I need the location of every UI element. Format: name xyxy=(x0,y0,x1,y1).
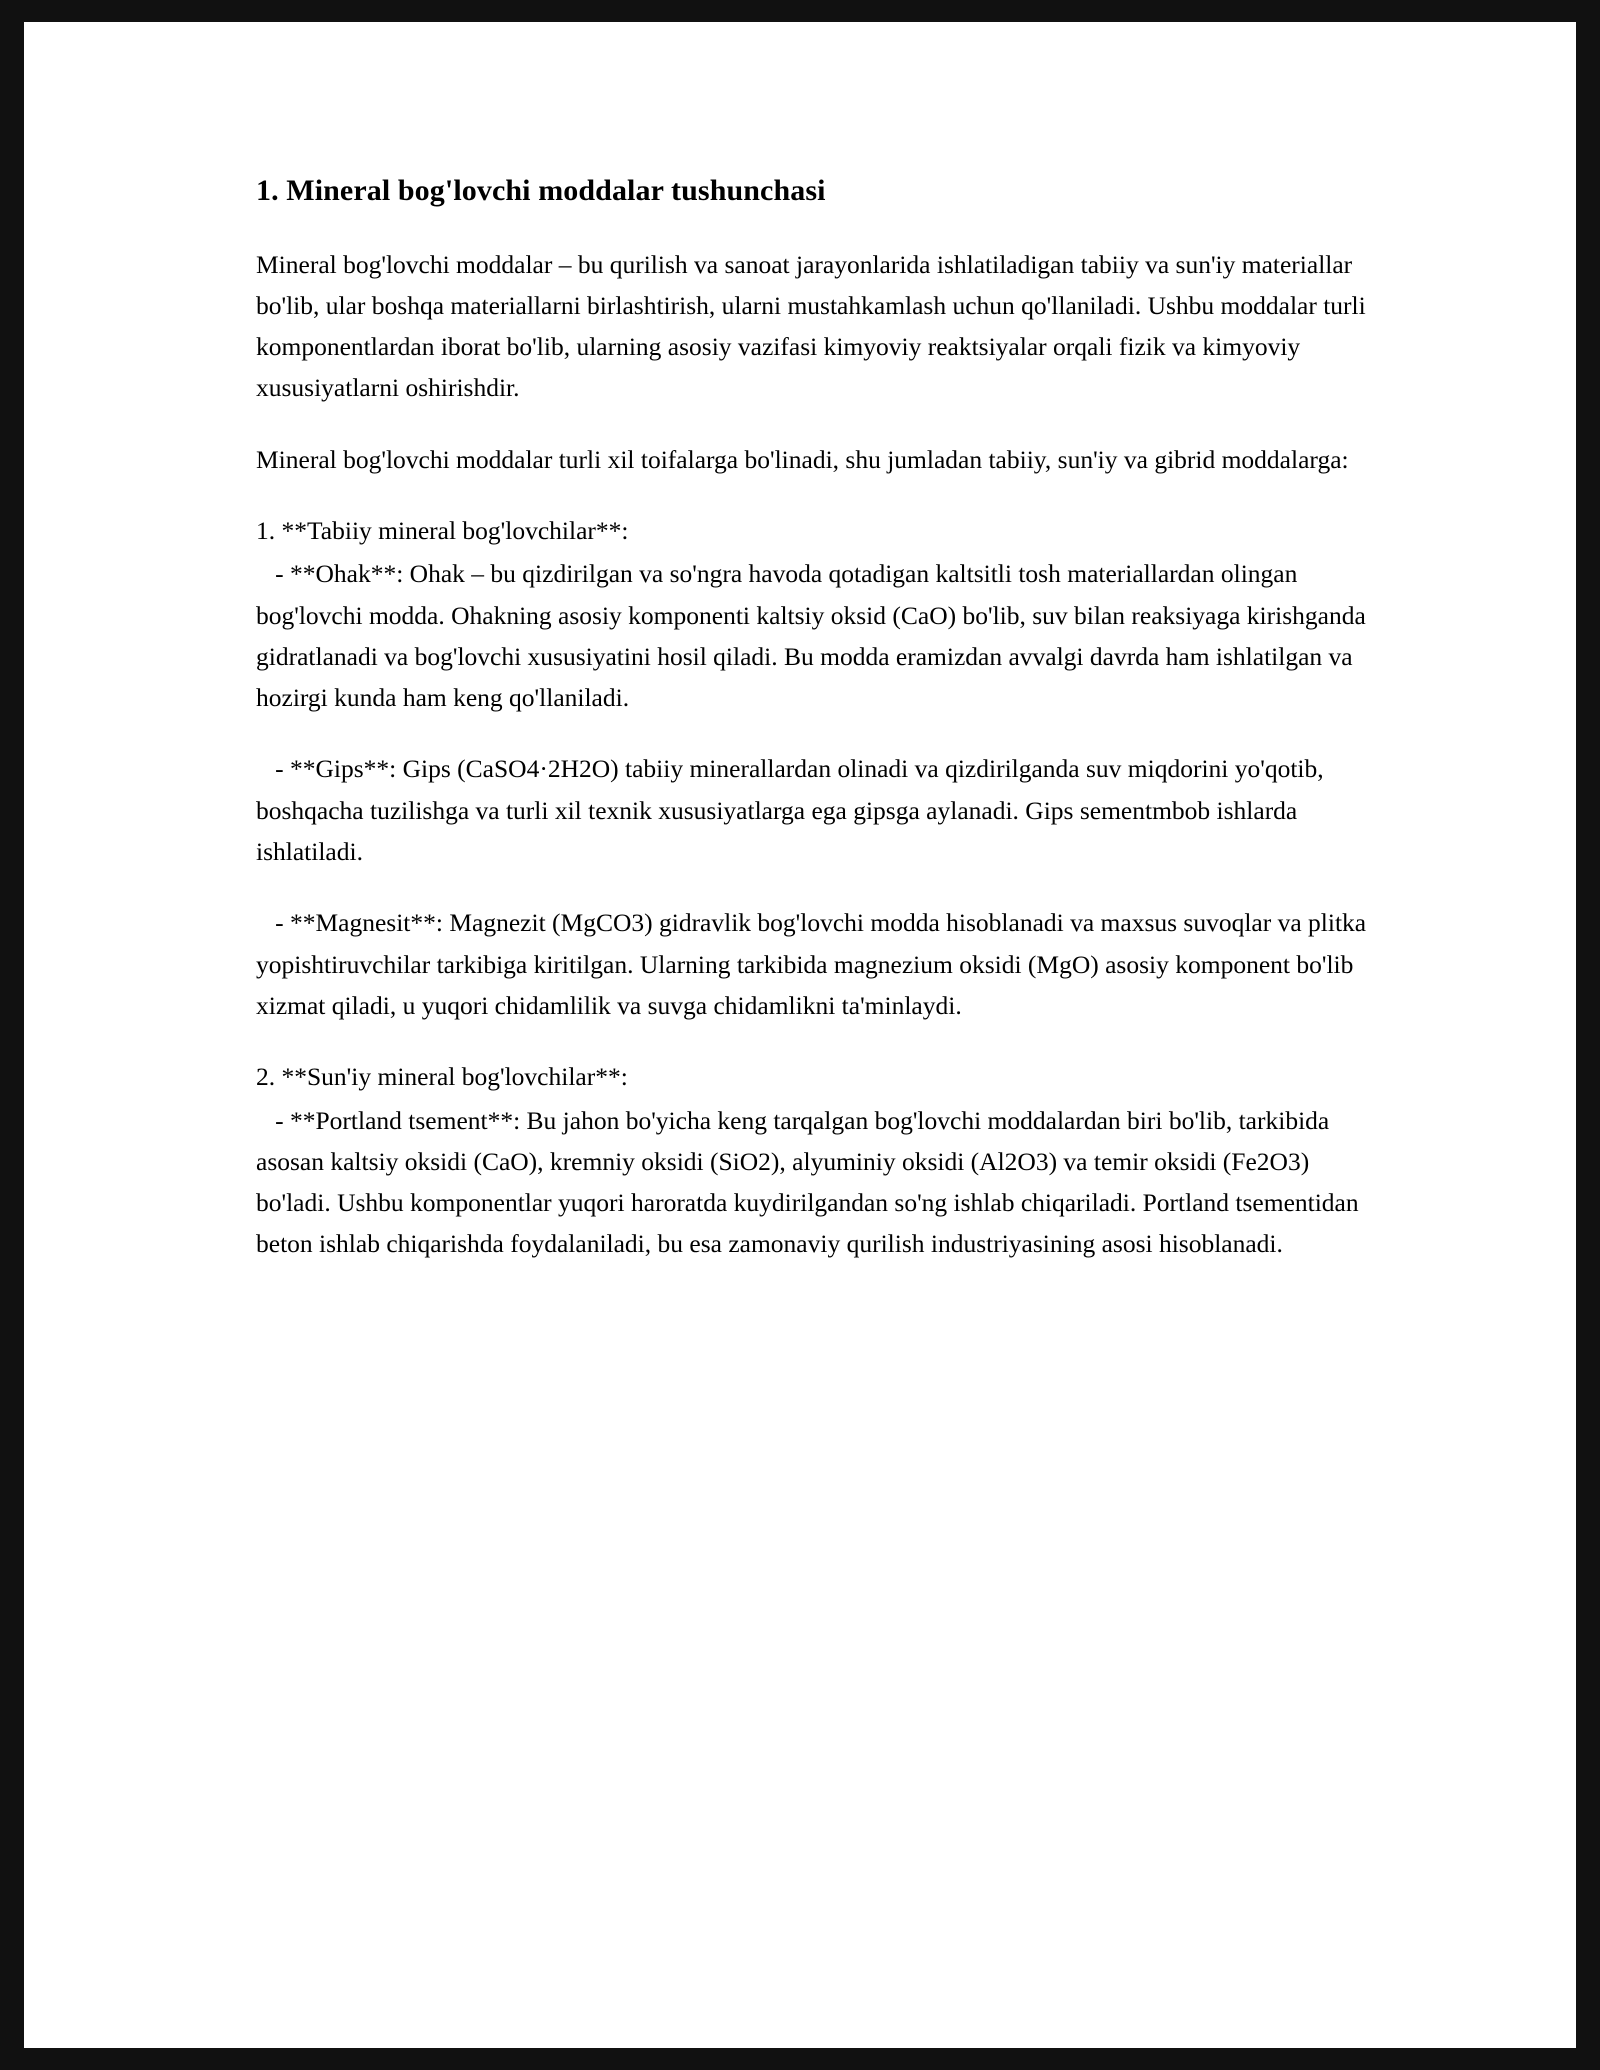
page-title: 1. Mineral bog'lovchi moddalar tushunchasi xyxy=(256,174,826,207)
paragraph-classification: Mineral bog'lovchi moddalar turli xil toifalarga bo'linadi, shu jumladan tabiiy, sun'iy va gibrid moddalarga: xyxy=(256,444,1349,474)
list-item-gips: - **Gips**: Gips (CaSO4·2H2O) tabiiy minerallardan olinadi va qizdirilganda suv miqdorini yo'qotib, boshqacha tuzilishga va turli xil texnik xususiyatlarga ega gipsga aylanadi. Gips sementmbob ishlarda ishlatiladi. xyxy=(256,754,1331,867)
list-heading-artificial-binders: 2. **Sun'iy mineral bog'lovchilar**: xyxy=(256,1062,628,1092)
list-item-portland-tsement: - **Portland tsement**: Bu jahon bo'yicha keng tarqalgan bog'lovchi moddalardan biri bo'lib, tarkibida asosan kaltsiy oksidi (CaO), kremniy oksidi (SiO2), alyuminiy oksidi (Al2O3) va temir oksidi (Fe2O3) bo'ladi. Ushbu komponentlar yuqori haroratda kuydirilgandan so'ng ishlab chiqariladi. Portland tsementidan beton ishlab chiqarishda foydalaniladi, bu esa zamonaviy qurilish industriyasining asosi hisoblanadi. xyxy=(256,1105,1366,1259)
document-page xyxy=(24,22,1576,2048)
list-heading-natural-binders: 1. **Tabiiy mineral bog'lovchilar**: xyxy=(256,515,629,545)
list-item-magnesit: - **Magnesit**: Magnezit (MgCO3) gidravlik bog'lovchi modda hisoblanadi va maxsus suvoqlar va plitka yopishtiruvchilar tarkibiga kiritilgan. Ularning tarkibida magnezium oksidi (MgO) asosiy komponent bo'lib xizmat qiladi, u yuqori chidamlilik va suvga chidamlikni ta'minlaydi. xyxy=(256,908,1373,1020)
paragraph-intro: Mineral bog'lovchi moddalar – bu qurilish va sanoat jarayonlarida ishlatiladigan tabiiy va sun'iy materiallar bo'lib, ular boshqa materiallarni birlashtirish, ularni mustahkamlash uchun qo'llaniladi. Ushbu moddalar turli komponentlardan iborat bo'lib, ularning asosiy vazifasi kimyoviy reaktsiyalar orqali fizik va kimyoviy xususiyatlarni oshirishdir. xyxy=(256,249,1373,403)
list-item-ohak: - **Ohak**: Ohak – bu qizdirilgan va so'ngra havoda qotadigan kaltsitli tosh materiallardan olingan bog'lovchi modda. Ohakning asosiy komponenti kaltsiy oksid (CaO) bo'lib, suv bilan reaksiyaga kirishganda gidratlanadi va bog'lovchi xususiyatini hosil qiladi. Bu modda eramizdan avvalgi davrda ham ishlatilgan va hozirgi kunda ham keng qo'llaniladi. xyxy=(256,559,1373,713)
